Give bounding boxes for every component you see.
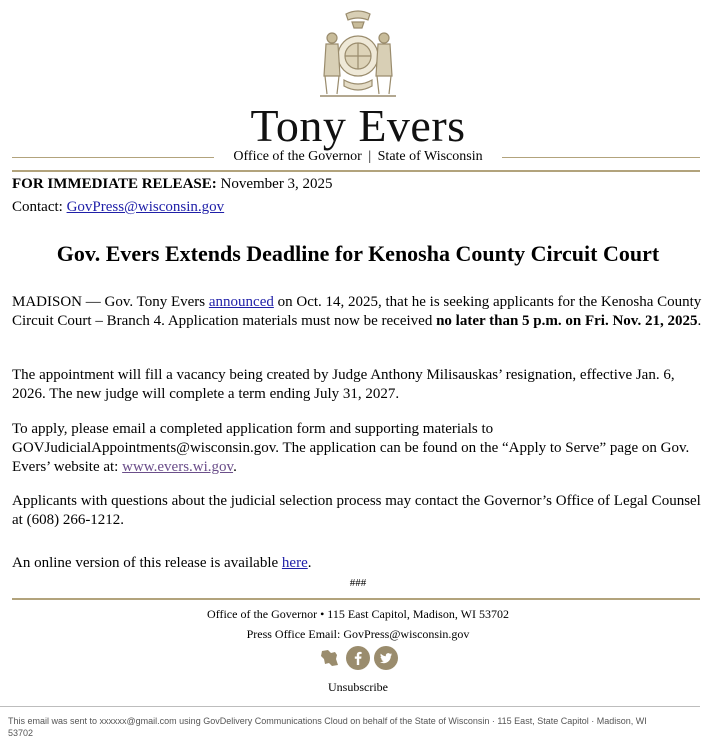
p1-text-start: MADISON — Gov. Tony Evers xyxy=(12,294,209,310)
p3-text-end: . xyxy=(233,459,237,475)
announced-link[interactable]: announced xyxy=(208,294,274,310)
online-version-link[interactable]: here xyxy=(281,555,308,571)
p5-text-end: . xyxy=(307,555,312,571)
end-marks: ### xyxy=(349,577,367,589)
facebook-icon[interactable] xyxy=(346,646,370,670)
office-separator: | xyxy=(368,149,372,164)
release-label: FOR IMMEDIATE RELEASE: xyxy=(12,176,217,192)
contact-label: Contact: xyxy=(12,199,63,215)
paragraph-vacancy: The appointment will fill a vacancy being created by Judge Anthony Milisauskas’ resignation, effective Jan. 6, 2026. The new judge will complete a term ending July 31, 2027. xyxy=(12,367,675,402)
office-subtitle xyxy=(0,148,716,166)
wisconsin-state-seal-icon xyxy=(312,6,404,102)
delivery-notice: This email was sent to xxxxxx@gmail.com using GovDelivery Communications Cloud on behalf of the State of Wisconsin · 115 East, State Capitol · Madison, WI 53702 xyxy=(8,716,647,738)
evers-website-link[interactable]: www.evers.wi.gov xyxy=(122,459,234,475)
paragraph-questions: Applicants with questions about the judicial selection process may contact the Governor’s Office of Legal Counsel at (608) 266-1212. xyxy=(12,493,701,528)
office-right: State of Wisconsin xyxy=(377,149,483,164)
contact-line xyxy=(12,198,224,217)
paragraph-online-version xyxy=(12,554,712,573)
p5-text: An online version of this release is available xyxy=(12,555,282,571)
contact-email-link[interactable]: GovPress@wisconsin.gov xyxy=(66,199,225,215)
p1-text-end: . xyxy=(697,313,702,329)
paragraph-announcement xyxy=(12,293,712,331)
headline: Gov. Evers Extends Deadline for Kenosha County Circuit Court xyxy=(56,241,660,266)
footer-press-email: Press Office Email: GovPress@wisconsin.gov xyxy=(246,627,470,641)
twitter-icon[interactable] xyxy=(374,646,398,670)
deadline-text: no later than 5 p.m. on Fri. Nov. 21, 2025 xyxy=(436,313,698,329)
release-date: November 3, 2025 xyxy=(220,176,333,192)
divider-thin xyxy=(0,706,700,707)
wisconsin-icon[interactable] xyxy=(318,646,342,670)
social-icons xyxy=(318,646,400,672)
p3-text: To apply, please email a completed application form and supporting materials to GOVJudicialAppointments@wisconsin.gov. The application can be found on the “Apply to Serve” page on Gov. Evers’ website at: xyxy=(12,421,690,475)
office-left: Office of the Governor xyxy=(233,149,362,164)
governor-name: Tony Evers xyxy=(250,100,466,151)
release-line xyxy=(12,175,333,194)
paragraph-apply xyxy=(12,420,712,477)
divider-bottom xyxy=(12,598,700,600)
divider-top xyxy=(12,170,700,172)
unsubscribe-link[interactable]: Unsubscribe xyxy=(328,680,388,694)
footer-address: Office of the Governor • 115 East Capitol, Madison, WI 53702 xyxy=(207,607,509,621)
p1-text-middle: on Oct. 14, 2025, that he is seeking applicants for the Kenosha County Circuit Court – Branch 4. Application materials must now be received xyxy=(12,294,702,329)
